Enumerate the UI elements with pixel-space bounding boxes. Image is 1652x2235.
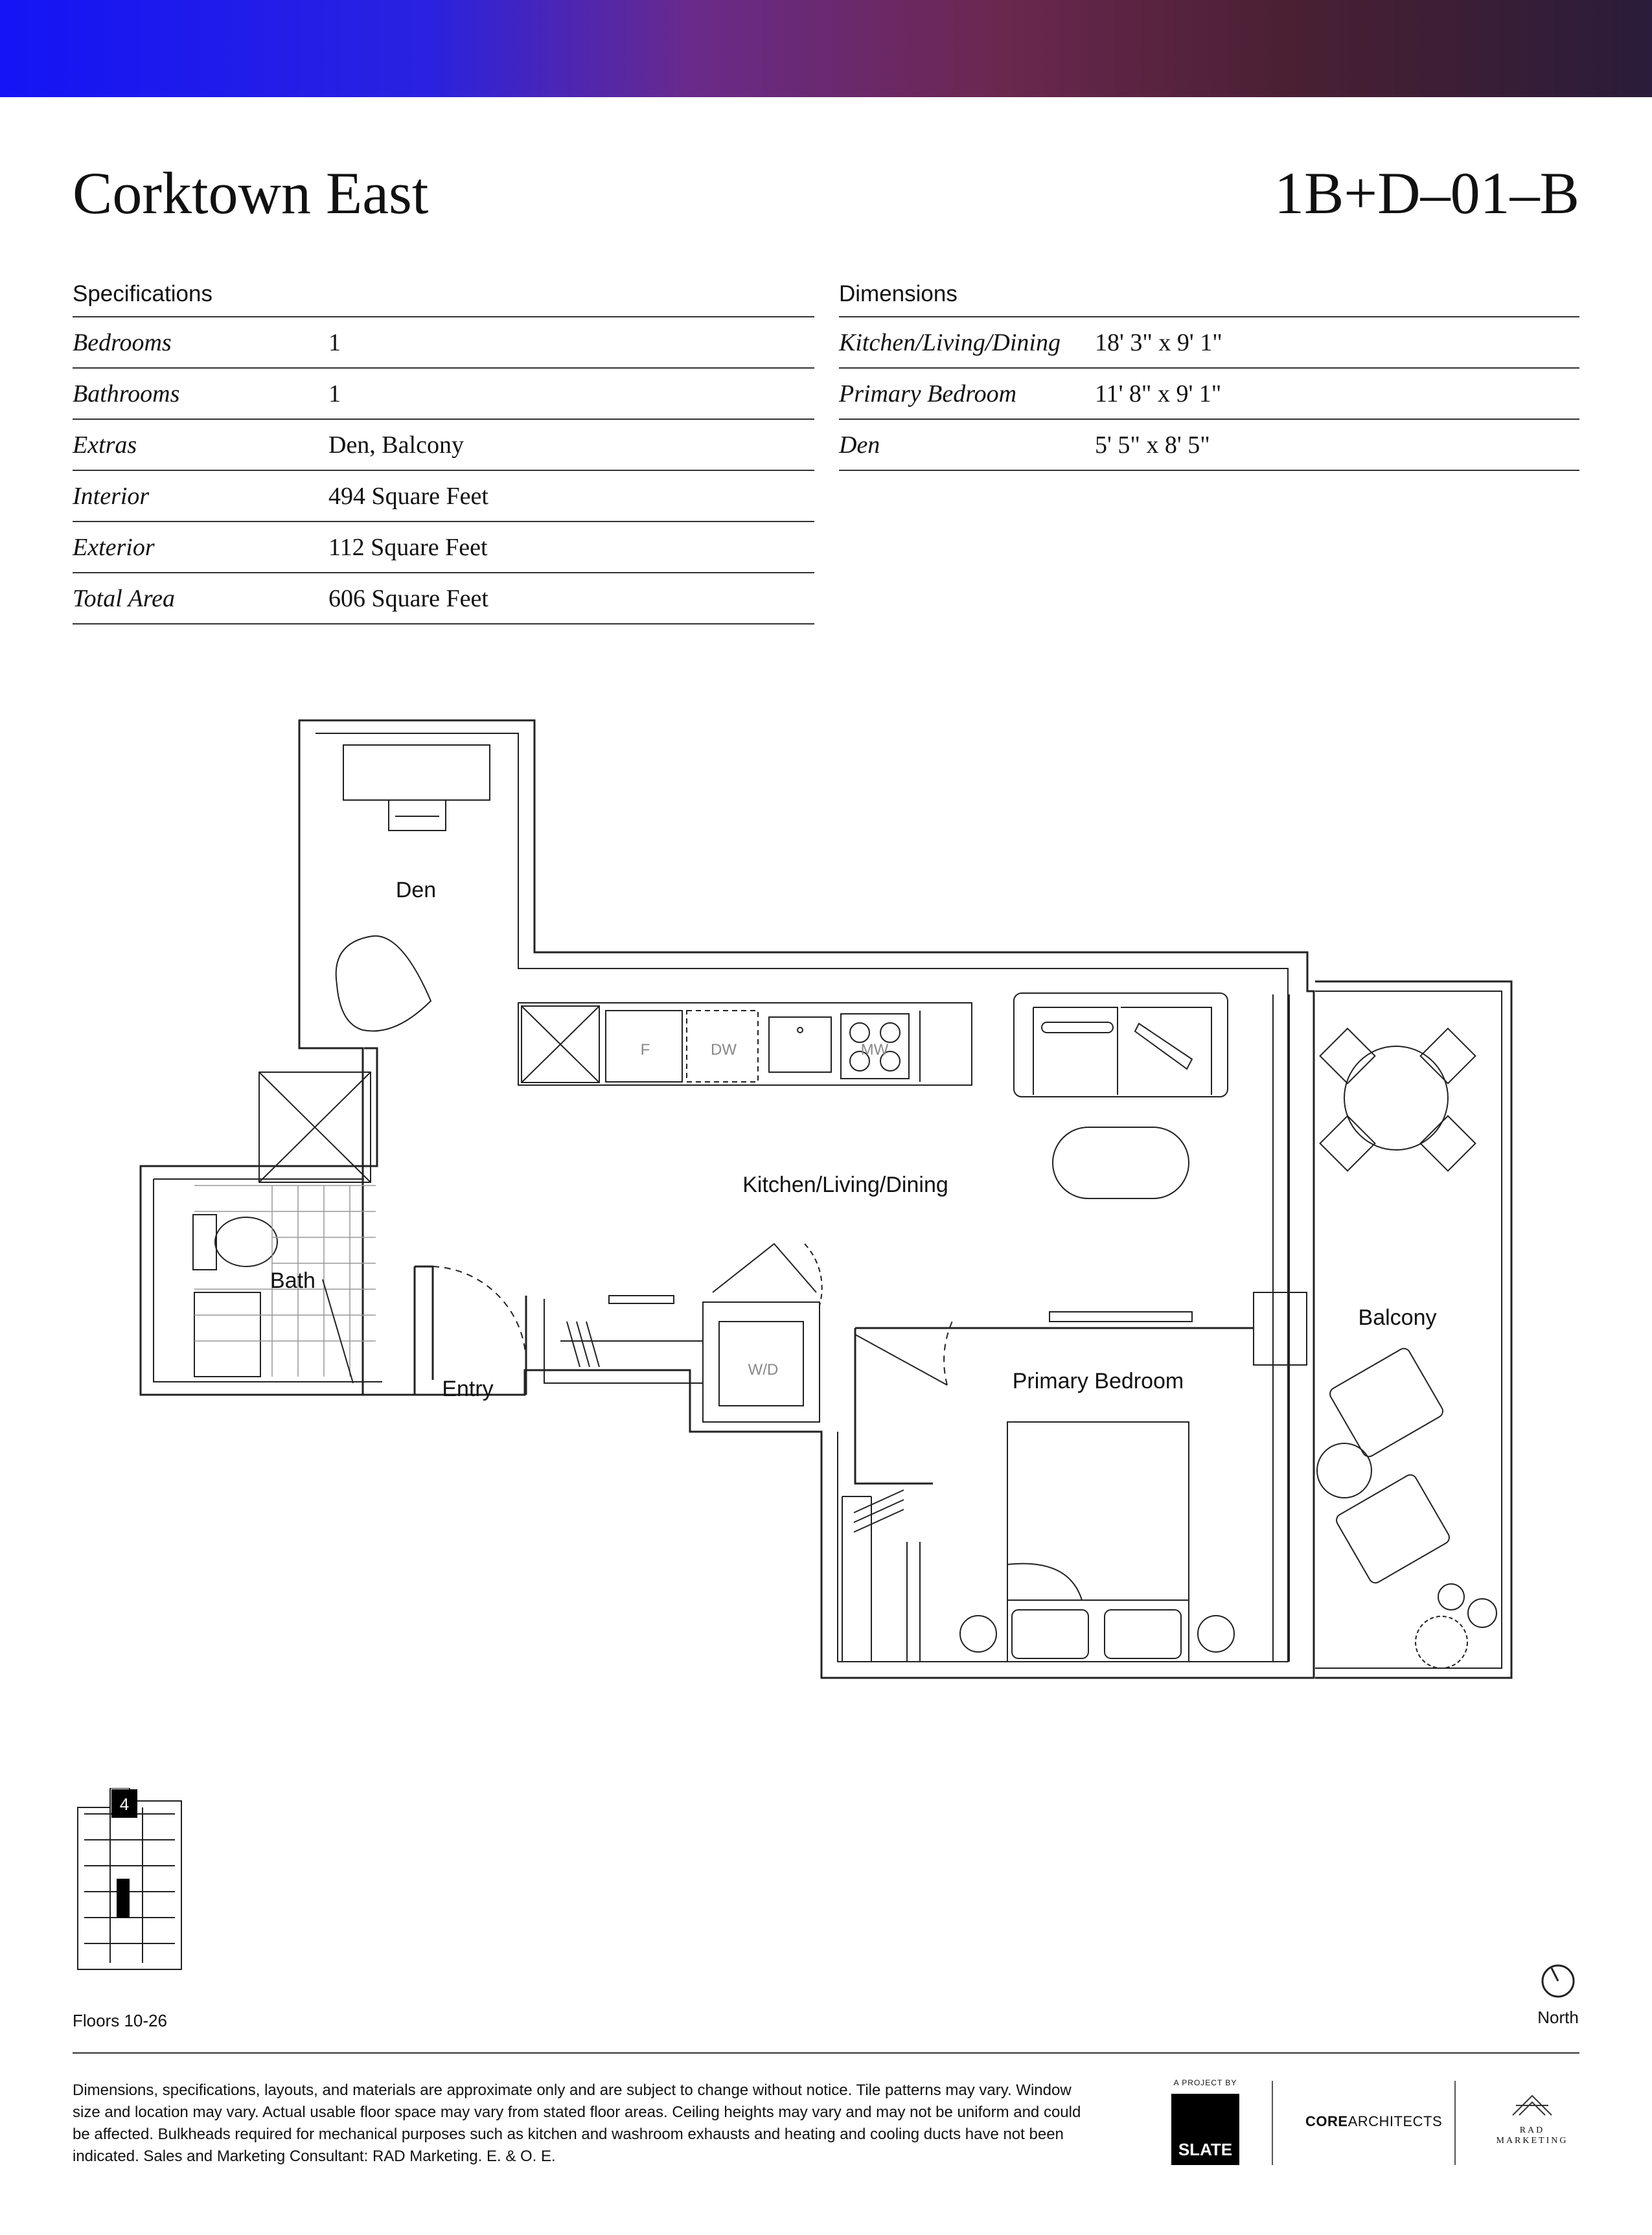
compass-icon bbox=[1540, 1963, 1576, 1999]
planter bbox=[1416, 1616, 1467, 1668]
side-table bbox=[1317, 1443, 1371, 1498]
nightstand bbox=[1198, 1616, 1234, 1652]
spec-label: Bathrooms bbox=[73, 380, 180, 407]
key-plan-unit-number: 4 bbox=[119, 1794, 130, 1814]
dining-table bbox=[1344, 1046, 1448, 1150]
room-label-bedroom: Primary Bedroom bbox=[1012, 1369, 1184, 1393]
appliance-label-dishwasher: DW bbox=[711, 1041, 737, 1059]
spec-row bbox=[73, 573, 814, 625]
specifications-heading: Specifications bbox=[73, 272, 814, 317]
slate-caption: A PROJECT BY bbox=[1173, 2078, 1237, 2087]
vanity bbox=[194, 1292, 260, 1377]
floors-label: Floors 10-26 bbox=[73, 2011, 167, 2030]
spec-value: 1 bbox=[328, 380, 341, 407]
compass bbox=[1529, 1963, 1587, 2028]
sink bbox=[769, 1017, 831, 1072]
nightstand bbox=[960, 1616, 996, 1652]
toilet bbox=[215, 1217, 277, 1266]
spec-label: Total Area bbox=[73, 584, 176, 612]
dimensions-table bbox=[839, 272, 1579, 471]
room-label-balcony: Balcony bbox=[1358, 1305, 1437, 1330]
bed bbox=[1007, 1422, 1189, 1662]
dim-label: Den bbox=[839, 431, 880, 459]
dim-row bbox=[839, 369, 1579, 420]
room-label-den: Den bbox=[395, 878, 437, 902]
appliance-label-washer-dryer: W/D bbox=[748, 1361, 779, 1379]
sofa bbox=[1014, 993, 1228, 1097]
spec-value: 112 Square Feet bbox=[328, 533, 488, 561]
spec-row bbox=[73, 522, 814, 573]
interior-wall-outline bbox=[315, 733, 1288, 1662]
den-desk bbox=[343, 745, 490, 800]
slate-logo-block bbox=[1171, 2078, 1239, 2165]
core-logo-bold: CORE bbox=[1305, 2113, 1348, 2129]
core-logo-rest: ARCHITECTS bbox=[1348, 2113, 1443, 2129]
spec-row bbox=[73, 420, 814, 471]
rad-marketing-icon bbox=[1509, 2092, 1555, 2118]
rad-marketing-logo-block bbox=[1484, 2092, 1581, 2146]
room-label-kitchen: Kitchen/Living/Dining bbox=[742, 1173, 948, 1197]
spec-row bbox=[73, 471, 814, 522]
specifications-table bbox=[73, 272, 814, 625]
spec-value: 1 bbox=[328, 328, 341, 356]
spec-value: 494 Square Feet bbox=[328, 482, 488, 510]
logo-divider bbox=[1454, 2081, 1456, 2165]
lounge-chair bbox=[1334, 1473, 1451, 1585]
den-chair bbox=[336, 936, 431, 1031]
room-label-bath: Bath bbox=[270, 1268, 315, 1293]
project-title: Corktown East bbox=[73, 160, 429, 226]
bath-wall bbox=[141, 1048, 415, 1395]
spec-value: Den, Balcony bbox=[328, 431, 464, 459]
spec-label: Exterior bbox=[73, 533, 155, 561]
dim-label: Primary Bedroom bbox=[839, 380, 1017, 407]
spec-row bbox=[73, 369, 814, 420]
appliance-label-fridge: F bbox=[640, 1041, 650, 1059]
unit-code: 1B+D–01–B bbox=[1274, 160, 1579, 226]
spec-label: Extras bbox=[73, 431, 137, 459]
dim-label: Kitchen/Living/Dining bbox=[839, 328, 1061, 356]
dim-value: 18' 3" x 9' 1" bbox=[1095, 328, 1222, 356]
spec-label: Interior bbox=[73, 482, 150, 510]
room-label-entry: Entry bbox=[442, 1377, 494, 1401]
dim-value: 5' 5" x 8' 5" bbox=[1095, 431, 1210, 459]
disclaimer-text: Dimensions, specifications, layouts, and materials are approximate only and are subject to change without notice. Tile patterns may vary. Window size and location may vary. Actual usable floor space may vary from stated floor areas. Ceiling heights may vary and may not be uniform and could be affected. Bulkheads required for mechanical purposes such as kitchen and washroom exhausts and heating and cooling ducts have not been indicated. Sales and Marketing Consultant: RAD Marketing. E. & O. E. bbox=[73, 2081, 1081, 2165]
lounge-chair bbox=[1327, 1346, 1445, 1459]
dimensions-heading: Dimensions bbox=[839, 272, 1579, 317]
north-label: North bbox=[1537, 2008, 1579, 2027]
footer-divider bbox=[73, 2052, 1579, 2054]
kitchen-counter bbox=[518, 1003, 972, 1085]
spec-value: 606 Square Feet bbox=[328, 584, 488, 612]
header-banner bbox=[0, 0, 1652, 97]
appliance-label-microwave: MW bbox=[860, 1041, 889, 1059]
rad-marketing-logo: RAD MARKETING bbox=[1496, 2126, 1568, 2146]
exterior-wall bbox=[299, 720, 1314, 1678]
dim-value: 11' 8" x 9' 1" bbox=[1095, 380, 1222, 407]
core-architects-logo bbox=[1305, 2113, 1442, 2130]
logo-divider bbox=[1272, 2081, 1273, 2165]
spec-row bbox=[73, 317, 814, 369]
spec-label: Bedrooms bbox=[73, 328, 172, 356]
floor-plan bbox=[0, 700, 1652, 1697]
dim-row bbox=[839, 317, 1579, 369]
key-plan bbox=[71, 1788, 201, 1986]
slate-logo: SLATE bbox=[1171, 2094, 1239, 2165]
coffee-table bbox=[1053, 1127, 1189, 1198]
dim-row bbox=[839, 420, 1579, 471]
